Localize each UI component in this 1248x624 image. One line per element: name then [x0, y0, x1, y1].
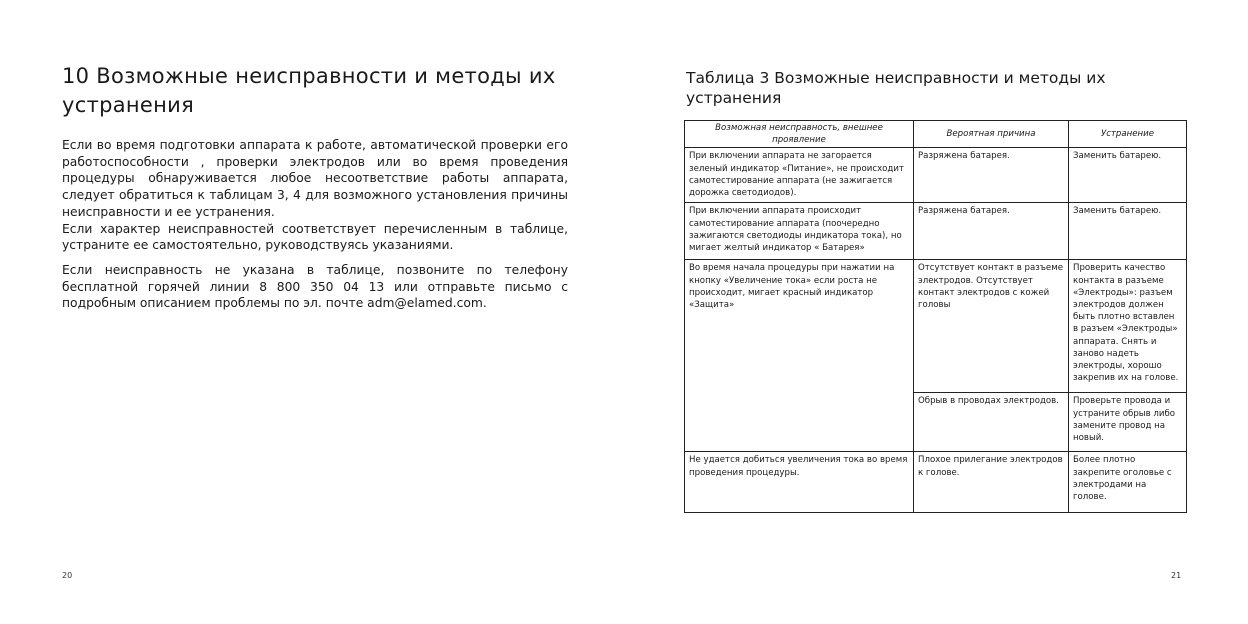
page-number-right: 21: [1171, 571, 1182, 580]
intro-text-2: Если характер неисправностей соответствует перечисленным в таблице, устраните ее самостоятельно, руководствуясь указаниями.: [62, 221, 568, 253]
hotline-paragraph: Если неисправность не указана в таблице, позвоните по телефону бесплатной горячей линии 8 800 350 04 13 или отправьте письмо с подробным описанием проблемы по эл. почте adm@elamed.com.: [62, 263, 568, 311]
fix-cell: Проверить качество контакта в разъеме «Электроды»: разъем электродов должен быть плотно вставлен в разъем «Электроды» аппарата. Снять и заново надеть электроды, хорошо закрепив их на голове.: [1069, 260, 1187, 393]
table-header-row: [685, 121, 1187, 148]
header-cause: Вероятная причина: [914, 121, 1069, 148]
table-title: Таблица 3 Возможные неисправности и методы их устранения: [686, 69, 1106, 107]
header-fault: Возможная неисправность, внешнее проявление: [685, 121, 914, 148]
cause-cell: Разряжена батарея.: [914, 203, 1069, 260]
cause-cell: Плохое прилегание электродов к голове.: [914, 452, 1069, 513]
fault-cell: При включении аппарата происходит самотестирование аппарата (поочередно зажигаются светодиоды индикатора тока), но мигает желтый индикатор « Батарея»: [685, 203, 914, 260]
table-row: [685, 148, 1187, 203]
table-row: [685, 452, 1187, 513]
fault-cell: Не удается добиться увеличения тока во время проведения процедуры.: [685, 452, 914, 513]
fix-cell: Заменить батарею.: [1069, 148, 1187, 203]
table-row: [685, 260, 1187, 393]
section-heading: 10 Возможные неисправности и методы их устранения: [62, 64, 556, 117]
cause-cell: Разряжена батарея.: [914, 148, 1069, 203]
intro-paragraph: [62, 137, 568, 254]
cause-cell: Обрыв в проводах электродов.: [914, 393, 1069, 452]
table-row: [685, 203, 1187, 260]
fix-cell: Проверьте провода и устраните обрыв либо замените провод на новый.: [1069, 393, 1187, 452]
fix-cell: Более плотно закрепите оголовье с электродами на голове.: [1069, 452, 1187, 513]
header-fix: Устранение: [1069, 121, 1187, 148]
cause-cell: Отсутствует контакт в разъеме электродов. Отсутствует контакт электродов с кожей головы: [914, 260, 1069, 393]
fix-cell: Заменить батарею.: [1069, 203, 1187, 260]
fault-cell: Во время начала процедуры при нажатии на кнопку «Увеличение тока» если роста не происходит, мигает красный индикатор «Защита»: [685, 260, 914, 452]
intro-text: Если во время подготовки аппарата к работе, автоматической проверки его работоспособности , проверки электродов или во время проведения процедуры обнаруживается любое несоответствие работы аппарата, следует обратиться к таблицам 3, 4 для возможного установления причины неисправности и ее устранения.: [62, 138, 568, 219]
fault-cell: При включении аппарата не загорается зеленый индикатор «Питание», не происходит самотестирование аппарата (не зажигается дорожка светодиодов).: [685, 148, 914, 203]
faults-table: [684, 120, 1187, 513]
page-number-left: 20: [62, 571, 73, 580]
